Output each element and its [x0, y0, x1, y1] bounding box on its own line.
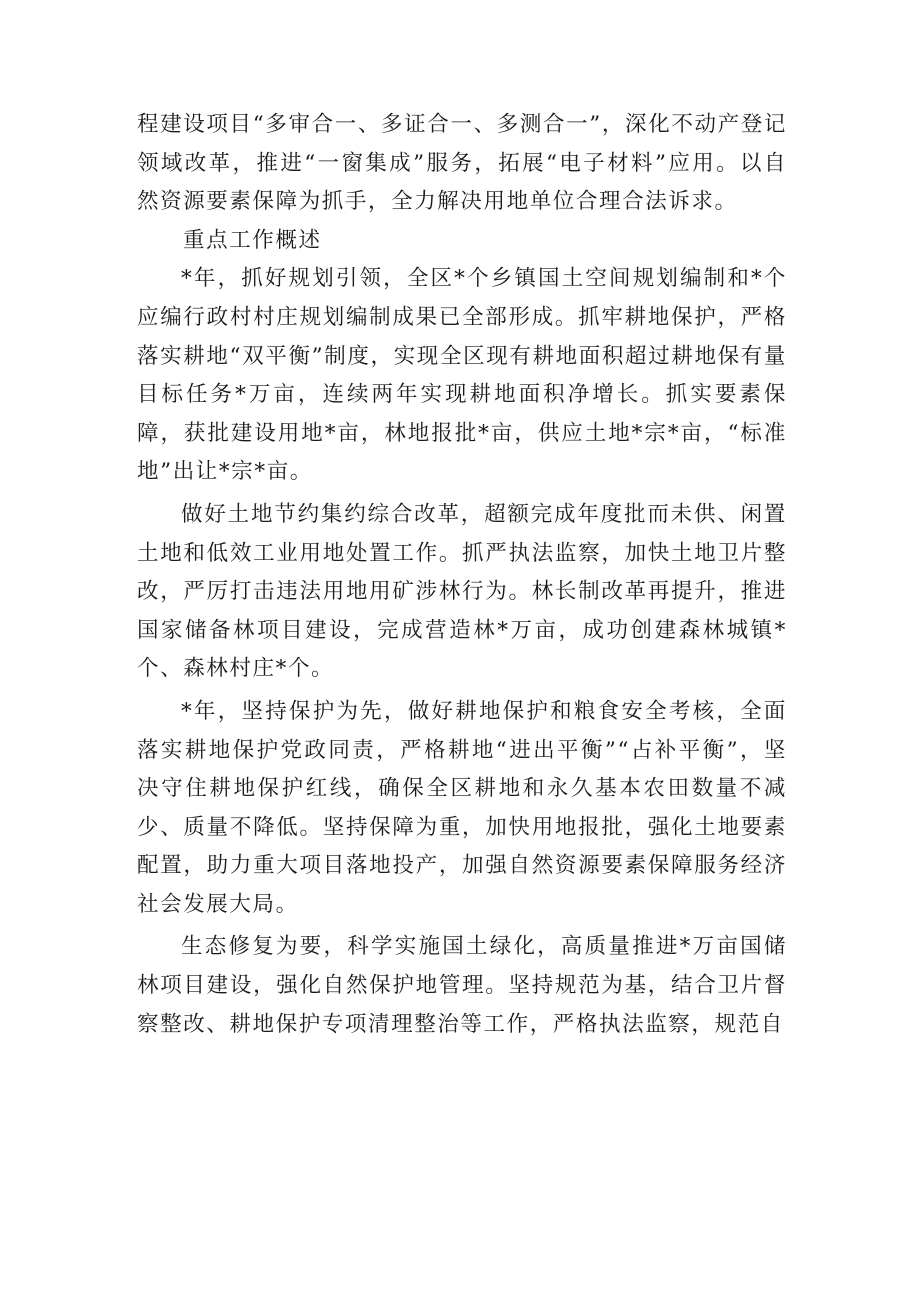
- paragraph-protection: *年，坚持保护为先，做好耕地保护和粮食安全考核，全面落实耕地保护党政同责，严格耕地“进出平衡”“占补平衡”，坚决守住耕地保护红线，确保全区耕地和永久基本农田数量不减少、质量不降低。坚持保障为重，加快用地报批，强化土地要素配置，助力重大项目落地投产，加强自然资源要素保障服务经济社会发展大局。: [137, 698, 787, 917]
- paragraph-ecology: 生态修复为要，科学实施国土绿化，高质量推进*万亩国储林项目建设，强化自然保护地管理。坚持规范为基，结合卫片督察整改、耕地保护专项清理整治等工作，严格执法监察，规范自: [137, 934, 787, 1037]
- document-body: [137, 106, 787, 1044]
- paragraph-continuation: 程建设项目“多审合一、多证合一、多测合一”，深化不动产登记领域改革，推进“一窗集成”服务，拓展“电子材料”应用。以自然资源要素保障为抓手，全力解决用地单位合理合法诉求。: [137, 112, 787, 215]
- paragraph-planning: *年，抓好规划引领，全区*个乡镇国土空间规划编制和*个应编行政村村庄规划编制成果已全部形成。抓牢耕地保护，严格落实耕地“双平衡”制度，实现全区现有耕地面积超过耕地保有量目标任务*万亩，连续两年实现耕地面积净增长。抓实要素保障，获批建设用地*亩，林地报批*亩，供应土地*宗*亩，“标准地”出让*宗*亩。: [137, 266, 787, 485]
- section-heading: 重点工作概述: [183, 227, 322, 253]
- paragraph-land-reform: 做好土地节约集约综合改革，超额完成年度批而未供、闲置土地和低效工业用地处置工作。抓严执法监察，加快土地卫片整改，严厉打击违法用地用矿涉林行为。林长制改革再提升，推进国家储备林项目建设，完成营造林*万亩，成功创建森林城镇*个、森林村庄*个。: [137, 501, 787, 682]
